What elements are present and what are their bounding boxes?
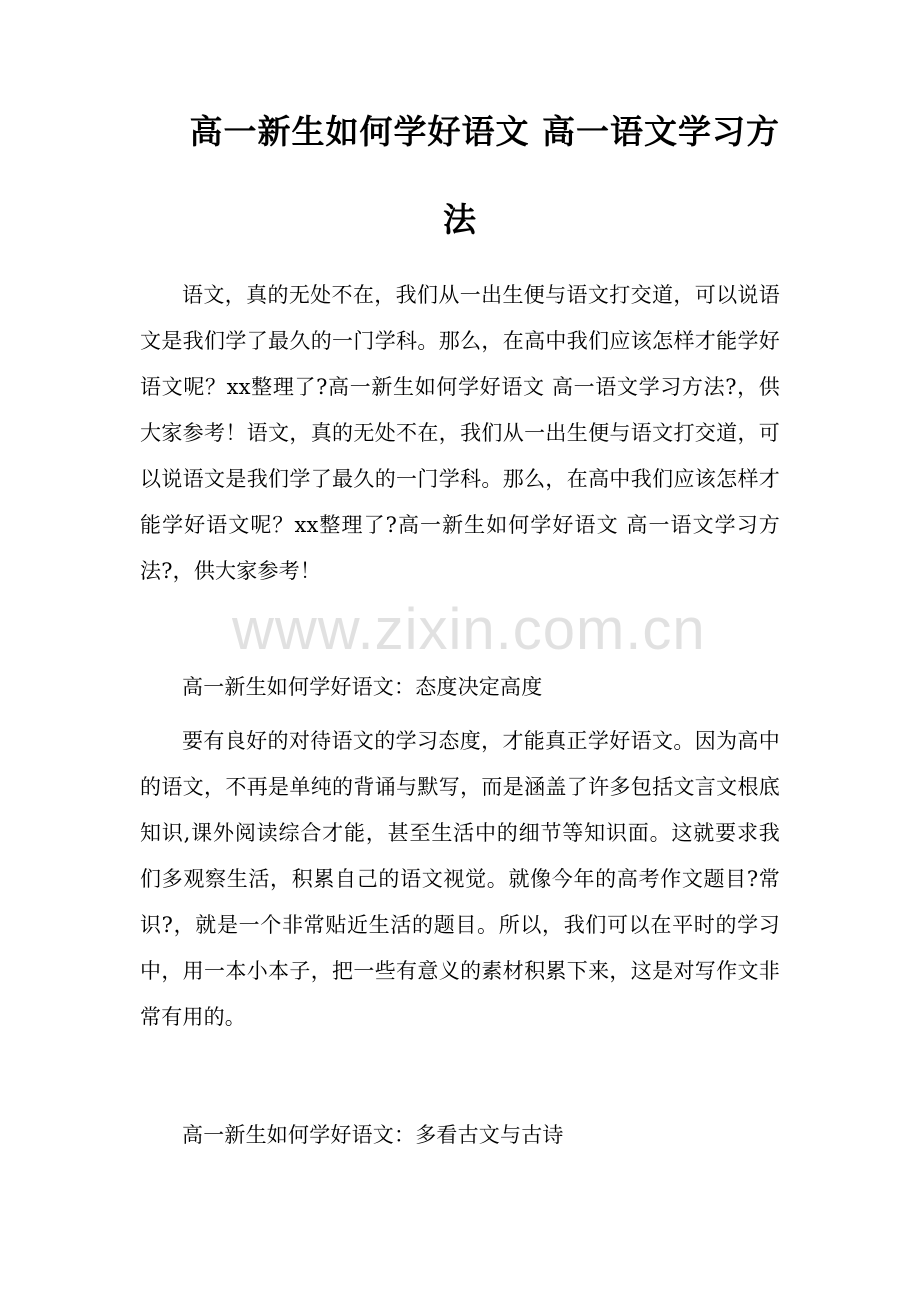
document-title-line-1: 高一新生如何学好语文 高一语文学习方 [189,112,780,151]
section-heading-attitude: 高一新生如何学好语文：态度决定高度 [182,675,543,699]
intro-paragraph: 语文，真的无处不在，我们从一出生便与语文打交道，可以说语文是我们学了最久的一门学科。那么，在高中我们应该怎样才能学好语文呢？xx整理了?高一新生如何学好语文 高一语文学习方法?，供大家参考！语文，真的无处不在，我们从一出生便与语文打交道，可以说语文是我们学了最久的一门学科。那么，在高中我们应该怎样才能学好语文呢？xx整理了?高一新生如何学好语文 高一语文学习方法?，供大家参考！ [140,283,780,583]
section-heading-classics: 高一新生如何学好语文：多看古文与古诗 [182,1123,564,1147]
attitude-paragraph: 要有良好的对待语文的学习态度，才能真正学好语文。因为高中的语文，不再是单纯的背诵与默写，而是涵盖了许多包括文言文根底知识,课外阅读综合才能，甚至生活中的细节等知识面。这就要求我们多观察生活，积累自己的语文视觉。就像今年的高考作文题目?常识?，就是一个非常贴近生活的题目。所以，我们可以在平时的学习中，用一本小本子，把一些有意义的素材积累下来，这是对写作文非常有用的。 [140,729,780,1029]
document-title-line-2: 法 [443,200,477,239]
site-watermark: www.zixin.com.cn [232,597,706,662]
